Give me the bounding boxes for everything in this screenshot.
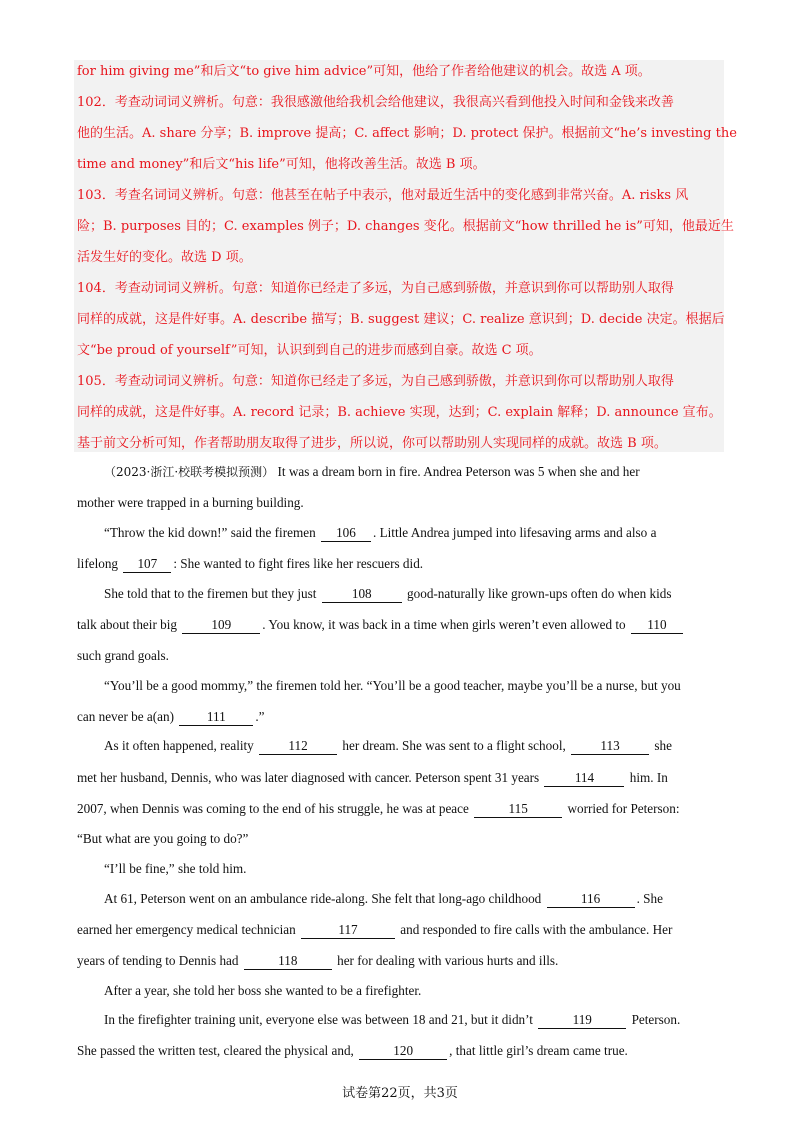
question-source: （2023·浙江·校联考模拟预测） bbox=[104, 465, 275, 479]
passage-line: As it often happened, reality 112 her dream. She was sent to a flight school, 113 she bbox=[104, 738, 672, 753]
page-footer: 试卷第22页，共3页 bbox=[342, 1086, 458, 1101]
passage-line: She passed the written test, cleared the physical and, 120 , that little girl’s dream came true. bbox=[77, 1043, 628, 1058]
blank-106[interactable]: 106 bbox=[321, 525, 371, 542]
answer-line: 同样的成就，这是件好事。A. record 记录；B. achieve 实现，达到；C. explain 解释；D. announce 宣布。 bbox=[77, 405, 722, 420]
blank-117[interactable]: 117 bbox=[301, 922, 395, 939]
passage-line: talk about their big 109 . You know, it was back in a time when girls weren’t even allowed to 110 bbox=[77, 609, 727, 640]
passage-line: “I’ll be fine,” she told him. bbox=[104, 861, 247, 876]
passage-line: can never be a(an) 111 .” bbox=[77, 709, 265, 724]
blank-118[interactable]: 118 bbox=[244, 953, 332, 970]
answer-line: 104．考查动词词义辨析。句意：知道你已经走了多远，为自己感到骄傲，并意识到你可以帮助别人取得 bbox=[77, 281, 674, 296]
answer-line: 文“be proud of yourself”可知，认识到到自己的进步而感到自豪。故选 C 项。 bbox=[77, 343, 542, 358]
answer-line: 103．考查名词词义辨析。句意：他甚至在帖子中表示，他对最近生活中的变化感到非常兴奋。A. risks 风 bbox=[77, 188, 689, 203]
answer-line: 102．考查动词词义辨析。句意：我很感激他给我机会给他建议，我很高兴看到他投入时间和金钱来改善 bbox=[77, 95, 674, 110]
blank-111[interactable]: 111 bbox=[179, 709, 253, 726]
blank-109[interactable]: 109 bbox=[182, 617, 260, 634]
answer-line: time and money”和后文“his life”可知，他将改善生活。故选 B 项。 bbox=[77, 157, 486, 172]
passage-line: “You’ll be a good mommy,” the firemen told her. “You’ll be a good teacher, maybe you’ll be a nurse, but you bbox=[104, 678, 681, 693]
blank-115[interactable]: 115 bbox=[474, 801, 562, 818]
blank-114[interactable]: 114 bbox=[544, 770, 624, 787]
answer-line: 基于前文分析可知，作者帮助朋友取得了进步，所以说，你可以帮助别人实现同样的成就。故选 B 项。 bbox=[77, 436, 667, 451]
passage-line: mother were trapped in a burning building. bbox=[77, 495, 304, 510]
passage-line: After a year, she told her boss she wanted to be a firefighter. bbox=[104, 983, 422, 998]
blank-112[interactable]: 112 bbox=[259, 738, 337, 755]
passage-line: lifelong 107 : She wanted to fight fires like her rescuers did. bbox=[77, 556, 424, 571]
blank-119[interactable]: 119 bbox=[538, 1012, 626, 1029]
blank-107[interactable]: 107 bbox=[123, 556, 171, 573]
answer-line: 险；B. purposes 目的；C. examples 例子；D. changes 变化。根据前文“how thrilled he is”可知，他最近生 bbox=[77, 219, 734, 234]
blank-110[interactable]: 110 bbox=[631, 617, 683, 634]
passage-line: “But what are you going to do?” bbox=[77, 831, 249, 846]
passage-line: “Throw the kid down!” said the firemen 106 . Little Andrea jumped into lifesaving arms and also a bbox=[104, 525, 657, 540]
passage-line: 2007, when Dennis was coming to the end of his struggle, he was at peace 115 worried for Peterson: bbox=[77, 801, 680, 816]
answer-line: 105．考查动词词义辨析。句意：知道你已经走了多远，为自己感到骄傲，并意识到你可以帮助别人取得 bbox=[77, 374, 674, 389]
passage-line: At 61, Peterson went on an ambulance ride-along. She felt that long-ago childhood 116 . She bbox=[104, 891, 663, 906]
answer-line: for him giving me”和后文“to give him advice”可知，他给了作者给他建议的机会。故选 A 项。 bbox=[77, 64, 651, 79]
answer-line: 同样的成就，这是件好事。A. describe 描写；B. suggest 建议；C. realize 意识到；D. decide 决定。根据后 bbox=[77, 312, 725, 327]
answer-line: 活发生好的变化。故选 D 项。 bbox=[77, 250, 252, 265]
passage-line: such grand goals. bbox=[77, 648, 169, 663]
answer-line: 他的生活。A. share 分享；B. improve 提高；C. affect 影响；D. protect 保护。根据前文“he’s investing the bbox=[77, 126, 737, 141]
blank-120[interactable]: 120 bbox=[359, 1043, 447, 1060]
passage-line: earned her emergency medical technician 117 and responded to fire calls with the ambulance. Her bbox=[77, 922, 673, 937]
passage-line: She told that to the firemen but they just 108 good-naturally like grown-ups often do when kids bbox=[104, 586, 672, 601]
blank-108[interactable]: 108 bbox=[322, 586, 402, 603]
blank-116[interactable]: 116 bbox=[547, 891, 635, 908]
passage-line: （2023·浙江·校联考模拟预测） It was a dream born in fire. Andrea Peterson was 5 when she and her bbox=[104, 464, 640, 479]
passage-line: years of tending to Dennis had 118 her for dealing with various hurts and ills. bbox=[77, 953, 559, 968]
blank-113[interactable]: 113 bbox=[571, 738, 649, 755]
passage-line: In the firefighter training unit, everyone else was between 18 and 21, but it didn’t 119 Peterson. bbox=[104, 1012, 681, 1027]
passage-line: met her husband, Dennis, who was later diagnosed with cancer. Peterson spent 31 years 114 him. In bbox=[77, 770, 668, 785]
